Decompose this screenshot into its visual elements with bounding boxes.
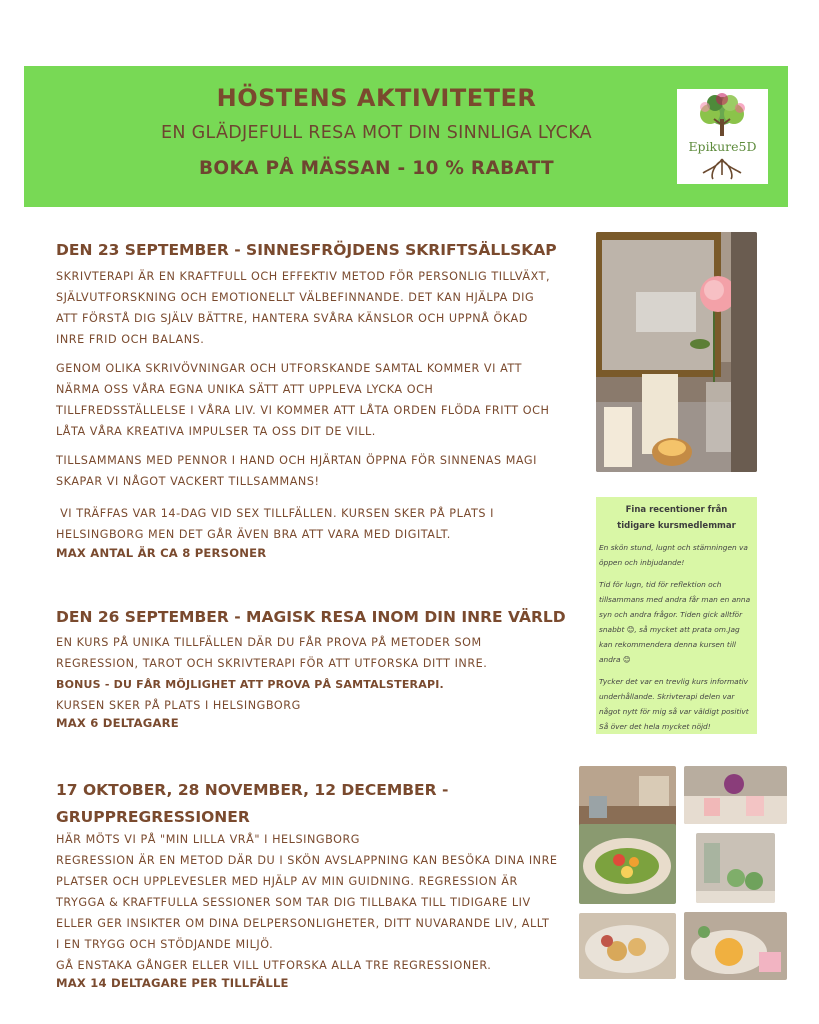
section2-line: REGRESSION, TAROT OCH SKRIVTERAPI FÖR ATT UTFORSKA DITT INRE. xyxy=(56,657,488,670)
section1-line: SKRIVTERAPI ÄR EN KRAFTFULL OCH EFFEKTIV METOD FÖR PERSONLIG TILLVÄXT, xyxy=(56,270,551,283)
section3-line: ELLER GER INSIKTER OM DINA DELPERSONLIGHETER, DITT NUVARANDE LIV, ALLT xyxy=(56,917,550,930)
review-line: tillsammans med andra får man en anna xyxy=(599,595,751,604)
collage-photo-glasses xyxy=(696,833,775,903)
section1-max: MAX ANTAL ÄR CA 8 PERSONER xyxy=(56,546,267,560)
review-line: syn och andra frågor. Tiden gick alltför xyxy=(599,610,743,619)
section2-heading: DEN 26 SEPTEMBER - MAGISK RESA INOM DIN INRE VÄRLD xyxy=(56,608,566,626)
epikure-logo xyxy=(677,89,768,184)
review-line: En skön stund, lugnt och stämningen va xyxy=(599,543,748,552)
section1-line: INRE FRID OCH BALANS. xyxy=(56,333,205,346)
page-title: HÖSTENS AKTIVITETER xyxy=(216,84,537,112)
reviews-box xyxy=(596,497,757,734)
section3-line: I EN TRYGG OCH STÖDJANDE MILJÖ. xyxy=(56,938,274,951)
section3-heading: 17 OKTOBER, 28 NOVEMBER, 12 DECEMBER - GRUPPREGRESSIONER xyxy=(56,781,449,826)
offer-text: BOKA PÅ MÄSSAN - 10 % RABATT xyxy=(199,158,554,179)
review-line: andra 😊 xyxy=(599,655,631,664)
section3-line: GÅ ENSTAKA GÅNGER ELLER VILL UTFORSKA ALLA TRE REGRESSIONER. xyxy=(56,959,492,972)
section2-bonus: BONUS - DU FÅR MÖJLIGHET ATT PROVA PÅ SAMTALSTERAPI. xyxy=(56,678,444,691)
section2-max: MAX 6 DELTAGARE xyxy=(56,716,179,730)
review-line: Så över det hela mycket nöjd! xyxy=(599,722,711,731)
section1-line: TILLSAMMANS MED PENNOR I HAND OCH HJÄRTAN ÖPPNA FÖR SINNENAS MAGI xyxy=(56,454,538,467)
candles-rose-photo xyxy=(596,232,757,472)
collage-photo-crackers xyxy=(579,913,676,979)
section2-line: EN KURS PÅ UNIKA TILLFÄLLEN DÄR DU FÅR PROVA PÅ METODER SOM xyxy=(56,636,482,649)
review-line: underhållande. Skrivterapi delen var xyxy=(599,692,735,701)
section3-line: TRYGGA & KRAFTFULLA SESSIONER SOM TAR DIG TILLBAKA TILL TIDIGARE LIV xyxy=(56,896,531,909)
section1-line: GENOM OLIKA SKRIVÖVNINGAR OCH UTFORSKANDE SAMTAL KOMMER VI ATT xyxy=(56,362,522,375)
section1-heading: DEN 23 SEPTEMBER - SINNESFRÖJDENS SKRIFTSÄLLSKAP xyxy=(56,241,557,259)
section3-line: PLATSER OCH UPPLEVESLER MED HJÄLP AV MIN GUIDNING. REGRESSION ÄR xyxy=(56,875,518,888)
section1-line: SJÄLVUTFORSKNING OCH EMOTIONELLT VÄLBEFINNANDE. DET KAN HJÄLPA DIG xyxy=(56,291,535,304)
tree-logo-icon xyxy=(677,89,768,184)
section1-line: VI TRÄFFAS VAR 14-DAG VID SEX TILLFÄLLEN. KURSEN SKER PÅ PLATS I xyxy=(56,507,494,520)
section1-line: SKAPAR VI NÅGOT VACKERT TILLSAMMANS! xyxy=(56,475,320,488)
section1-line: TILLFREDSSTÄLLELSE I VÅRA LIV. VI KOMMER ATT LÅTA ORDEN FLÖDA FRITT OCH xyxy=(56,404,550,417)
collage-photo-table xyxy=(684,912,787,980)
section2-line: KURSEN SKER PÅ PLATS I HELSINGBORG xyxy=(56,699,301,712)
reviews-heading: Fina recentioner från tidigare kursmedlemmar xyxy=(617,505,736,531)
section1-line: ATT FÖRSTÅ DIG SJÄLV BÄTTRE, HANTERA SVÅRA KÄNSLOR OCH UPPNÅ ÖKAD xyxy=(56,312,528,325)
section3-line: HÄR MÖTS VI PÅ "MIN LILLA VRÅ" I HELSINGBORG xyxy=(56,833,361,846)
review-line: öppen och inbjudande! xyxy=(599,558,685,567)
section1-line: LÅTA VÅRA KREATIVA IMPULSER TA OSS DIT DE VILL. xyxy=(56,425,376,438)
collage-photo-tea-room xyxy=(579,766,676,833)
review-line: snabbt 😊, så mycket att prata om.Jag xyxy=(599,625,740,634)
review-line: något nytt för mig så var väldigt positivt xyxy=(599,707,749,716)
logo-text: Epikure5D xyxy=(688,139,757,154)
collage-photo-flowers xyxy=(684,766,787,824)
section1-line: HELSINGBORG MEN DET GÅR ÄVEN BRA ATT VARA MED DIGITALT. xyxy=(56,528,451,541)
section3-line: REGRESSION ÄR EN METOD DÄR DU I SKÖN AVSLAPPNING KAN BESÖKA DINA INRE xyxy=(56,854,558,867)
section3-max: MAX 14 DELTAGARE PER TILLFÄLLE xyxy=(56,976,289,990)
review-line: kan rekommendera denna kursen till xyxy=(599,640,736,649)
page-subtitle: EN GLÄDJEFULL RESA MOT DIN SINNLIGA LYCKA xyxy=(161,123,592,143)
section1-line: NÄRMA OSS VÅRA EGNA UNIKA SÄTT ATT UPPLEVA LYCKA OCH xyxy=(56,383,434,396)
header-banner xyxy=(24,66,788,207)
review-line: Tycker det var en trevlig kurs informativ xyxy=(599,677,749,686)
review-line: Tid för lugn, tid för reflektion och xyxy=(599,580,722,589)
collage-photo-fruit-plate xyxy=(579,824,676,904)
